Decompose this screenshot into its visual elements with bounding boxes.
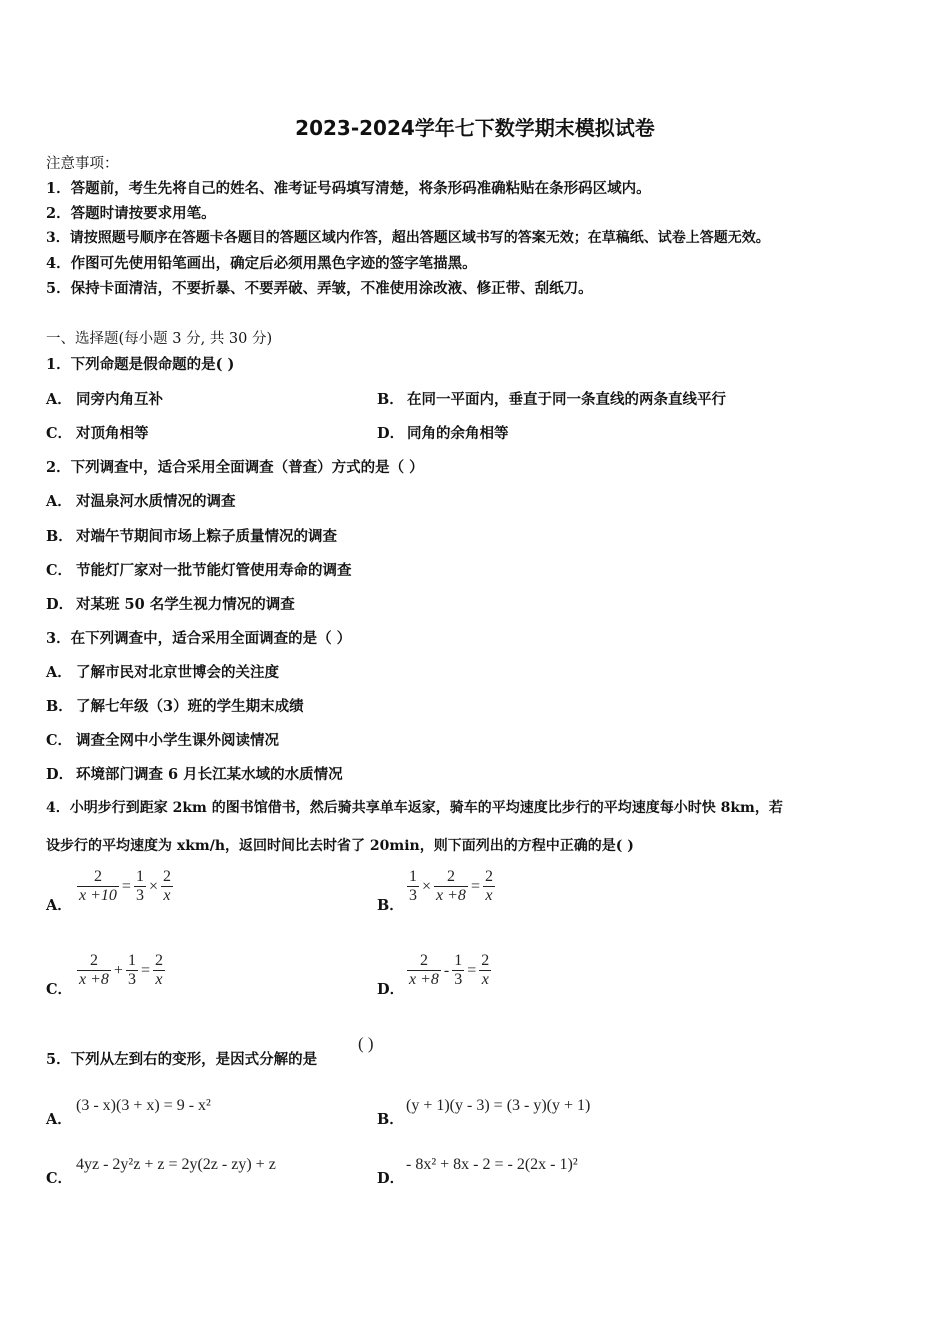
question-3-stem: 3．在下列调查中，适合采用全面调查的是（ ） <box>46 630 352 647</box>
q1-option-a: A． 同旁内角互补 <box>46 391 163 408</box>
q4-option-d-label: D． <box>377 981 405 998</box>
q5-option-c-formula: 4yz - 2y²z + z = 2y(2z - zy) + z <box>76 1156 276 1173</box>
q1-option-d: D． 同角的余角相等 <box>377 425 509 442</box>
q1-option-b: B． 在同一平面内，垂直于同一条直线的两条直线平行 <box>377 391 726 408</box>
q3-option-d: D． 环境部门调查 6 月长江某水域的水质情况 <box>46 766 343 783</box>
q4-option-c-label: C． <box>46 981 73 998</box>
question-4-line-2: 设步行的平均速度为 xkm/h，返回时间比去时省了 20min，则下面列出的方程中正确的是( ) <box>46 838 634 854</box>
question-5-stem: 5．下列从左到右的变形，是因式分解的是 <box>46 1051 318 1068</box>
notice-item-2: 2．答题时请按要求用笔。 <box>46 205 216 222</box>
q3-option-b: B． 了解七年级（3）班的学生期末成绩 <box>46 698 304 715</box>
q3-option-a: A． 了解市民对北京世博会的关注度 <box>46 664 279 681</box>
notice-heading: 注意事项： <box>46 156 119 172</box>
q4-option-b-label: B． <box>377 897 404 914</box>
q2-option-d: D． 对某班 50 名学生视力情况的调查 <box>46 596 295 613</box>
q5-option-b-formula: (y + 1)(y - 3) = (3 - y)(y + 1) <box>406 1097 591 1114</box>
q4-option-b-formula: $\frac{1}{3}$ × $\frac{2}{x +8}$ = $\frac{2}{x}$ <box>409 868 493 904</box>
q5-option-a-formula: (3 - x)(3 + x) = 9 - x² <box>76 1097 211 1114</box>
page-title: 2023-2024学年七下数学期末模拟试卷 <box>295 116 655 140</box>
question-1-stem: 1．下列命题是假命题的是( ) <box>46 356 235 373</box>
question-2-stem: 2．下列调查中，适合采用全面调查（普查）方式的是（ ） <box>46 459 424 476</box>
notice-item-1: 1．答题前，考生先将自己的姓名、准考证号码填写清楚，将条形码准确粘贴在条形码区域内。 <box>46 180 651 197</box>
q1-option-c: C． 对顶角相等 <box>46 425 149 442</box>
question-4-line-1: 4．小明步行到距家 2km 的图书馆借书，然后骑共享单车返家，骑车的平均速度比步行的平均速度每小时快 8km，若 <box>46 800 783 816</box>
q5-option-c-label: C． <box>46 1170 73 1187</box>
q5-option-d-label: D． <box>377 1170 405 1187</box>
q2-option-b: B． 对端午节期间市场上粽子质量情况的调查 <box>46 528 337 545</box>
q5-option-d-formula: - 8x² + 8x - 2 = - 2(2x - 1)² <box>406 1156 578 1173</box>
q4-option-a-formula: $\frac{2}{x +10}$ = $\frac{1}{3}$ × $\frac{2}{x}$ <box>79 868 171 904</box>
notice-item-5: 5．保持卡面清洁，不要折暴、不要弄破、弄皱，不准使用涂改液、修正带、刮纸刀。 <box>46 280 593 297</box>
q4-option-c-formula: $\frac{2}{x +8}$ + $\frac{1}{3}$ = $\frac{2}{x}$ <box>79 952 163 988</box>
q4-option-d-formula: $\frac{2}{x +8}$ - $\frac{1}{3}$ = $\frac{2}{x}$ <box>409 952 490 988</box>
q5-option-a-label: A． <box>46 1111 72 1128</box>
notice-item-4: 4．作图可先使用铅笔画出，确定后必须用黑色字迹的签字笔描黑。 <box>46 255 477 272</box>
notice-item-3: 3．请按照题号顺序在答题卡各题目的答题区域内作答，超出答题区域书写的答案无效；在草稿纸、试卷上答题无效。 <box>46 230 770 246</box>
q5-option-b-label: B． <box>377 1111 404 1128</box>
q4-option-a-label: A． <box>46 897 72 914</box>
q3-option-c: C． 调查全网中小学生课外阅读情况 <box>46 732 279 749</box>
q2-option-c: C． 节能灯厂家对一批节能灯管使用寿命的调查 <box>46 562 352 579</box>
section-heading: 一、选择题(每小题 3 分, 共 30 分) <box>46 331 273 347</box>
q2-option-a: A． 对温泉河水质情况的调查 <box>46 493 236 510</box>
question-5-paren: ( ) <box>358 1034 374 1053</box>
